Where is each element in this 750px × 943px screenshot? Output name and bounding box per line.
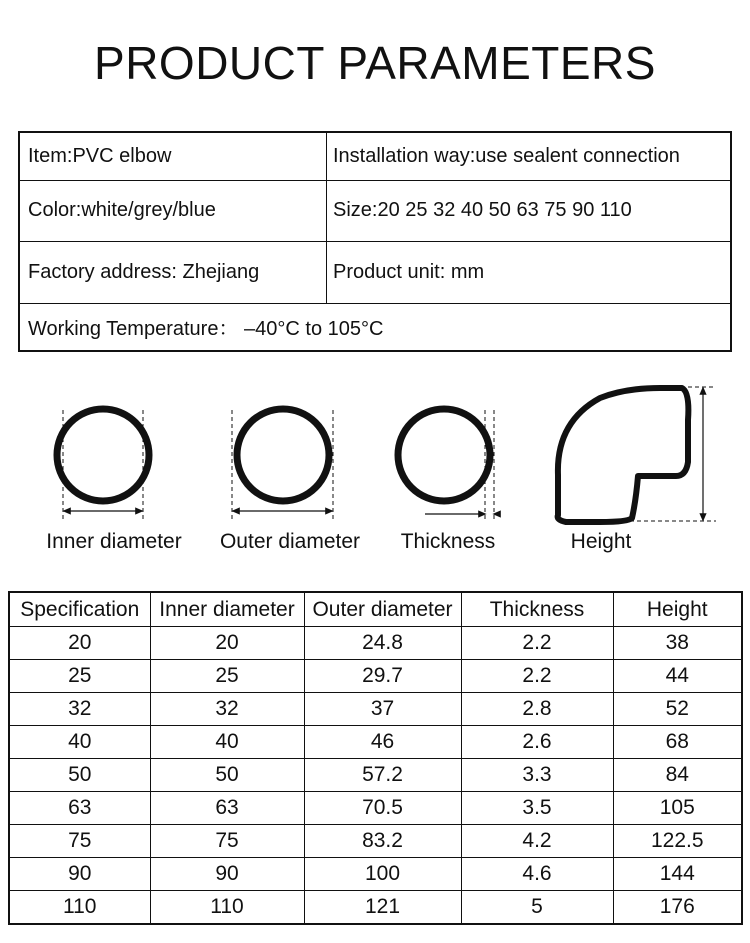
table-row bbox=[9, 759, 742, 792]
spec-cell: 110 bbox=[9, 891, 150, 925]
inner-cell: 75 bbox=[150, 825, 304, 858]
outer-cell: 121 bbox=[304, 891, 461, 925]
height-cell: 68 bbox=[613, 726, 742, 759]
outer-cell: 70.5 bbox=[304, 792, 461, 825]
color-cell: Color:white/grey/blue bbox=[20, 180, 327, 241]
table-row bbox=[9, 693, 742, 726]
height-cell: 122.5 bbox=[613, 825, 742, 858]
spec-cell: 63 bbox=[9, 792, 150, 825]
outer-cell: 100 bbox=[304, 858, 461, 891]
outer-cell: 24.8 bbox=[304, 627, 461, 660]
spec-cell: 32 bbox=[9, 693, 150, 726]
thickness-cell: 3.3 bbox=[461, 759, 613, 792]
product-info-table bbox=[18, 131, 732, 352]
outer-diameter-label: Outer diameter bbox=[219, 530, 361, 553]
thickness-cell: 4.6 bbox=[461, 858, 613, 891]
thickness-cell: 3.5 bbox=[461, 792, 613, 825]
height-cell: 38 bbox=[613, 627, 742, 660]
outer-cell: 37 bbox=[304, 693, 461, 726]
height-cell: 144 bbox=[613, 858, 742, 891]
outer-cell: 29.7 bbox=[304, 660, 461, 693]
specification-table bbox=[8, 591, 743, 925]
spec-header-row bbox=[9, 592, 742, 627]
inner-cell: 20 bbox=[150, 627, 304, 660]
size-cell: Size:20 25 32 40 50 63 75 90 110 bbox=[333, 199, 632, 221]
height-cell: 44 bbox=[613, 660, 742, 693]
inner-cell: 40 bbox=[150, 726, 304, 759]
inner-diameter-diagram bbox=[57, 409, 149, 522]
table-row bbox=[9, 891, 742, 925]
height-label: Height bbox=[570, 530, 632, 553]
height-cell: 84 bbox=[613, 759, 742, 792]
spec-cell: 25 bbox=[9, 660, 150, 693]
spec-cell: 40 bbox=[9, 726, 150, 759]
col-header-outer-diameter: Outer diameter bbox=[304, 592, 461, 627]
info-row bbox=[20, 180, 730, 242]
thickness-cell: 4.2 bbox=[461, 825, 613, 858]
inner-cell: 50 bbox=[150, 759, 304, 792]
outer-diameter-diagram bbox=[232, 409, 333, 522]
thickness-diagram bbox=[398, 409, 500, 522]
spec-cell: 50 bbox=[9, 759, 150, 792]
spec-cell: 20 bbox=[9, 627, 150, 660]
thickness-cell: 2.8 bbox=[461, 693, 613, 726]
table-row bbox=[9, 726, 742, 759]
inner-cell: 90 bbox=[150, 858, 304, 891]
outer-cell: 57.2 bbox=[304, 759, 461, 792]
installation-cell: Installation way:use sealent connection bbox=[333, 145, 680, 167]
spec-cell: 75 bbox=[9, 825, 150, 858]
outer-cell: 83.2 bbox=[304, 825, 461, 858]
inner-cell: 110 bbox=[150, 891, 304, 925]
page-title: PRODUCT PARAMETERS bbox=[94, 37, 656, 89]
inner-cell: 32 bbox=[150, 693, 304, 726]
thickness-cell: 2.6 bbox=[461, 726, 613, 759]
table-row bbox=[9, 825, 742, 858]
thickness-cell: 2.2 bbox=[461, 627, 613, 660]
col-header-specification: Specification bbox=[9, 592, 150, 627]
unit-cell: Product unit: mm bbox=[333, 260, 485, 283]
col-header-height: Height bbox=[613, 592, 742, 627]
table-row bbox=[9, 660, 742, 693]
height-cell: 176 bbox=[613, 891, 742, 925]
info-row bbox=[20, 133, 730, 181]
thickness-cell: 2.2 bbox=[461, 660, 613, 693]
col-header-inner-diameter: Inner diameter bbox=[150, 592, 304, 627]
info-row bbox=[20, 303, 730, 350]
table-row bbox=[9, 792, 742, 825]
height-cell: 105 bbox=[613, 792, 742, 825]
inner-cell: 25 bbox=[150, 660, 304, 693]
item-cell: Item:PVC elbow bbox=[20, 133, 327, 180]
outer-cell: 46 bbox=[304, 726, 461, 759]
inner-cell: 63 bbox=[150, 792, 304, 825]
dimension-diagrams bbox=[0, 380, 750, 560]
info-row bbox=[20, 241, 730, 304]
thickness-label: Thickness bbox=[400, 530, 496, 553]
inner-diameter-label: Inner diameter bbox=[46, 530, 182, 553]
temperature-cell: Working Temperature： –40°C to 105°C bbox=[28, 318, 384, 340]
height-diagram bbox=[558, 387, 716, 522]
thickness-cell: 5 bbox=[461, 891, 613, 925]
table-row bbox=[9, 858, 742, 891]
table-row bbox=[9, 627, 742, 660]
col-header-thickness: Thickness bbox=[461, 592, 613, 627]
height-cell: 52 bbox=[613, 693, 742, 726]
factory-cell: Factory address: Zhejiang bbox=[20, 241, 327, 303]
spec-cell: 90 bbox=[9, 858, 150, 891]
dimension-diagram-graphics bbox=[0, 380, 750, 530]
